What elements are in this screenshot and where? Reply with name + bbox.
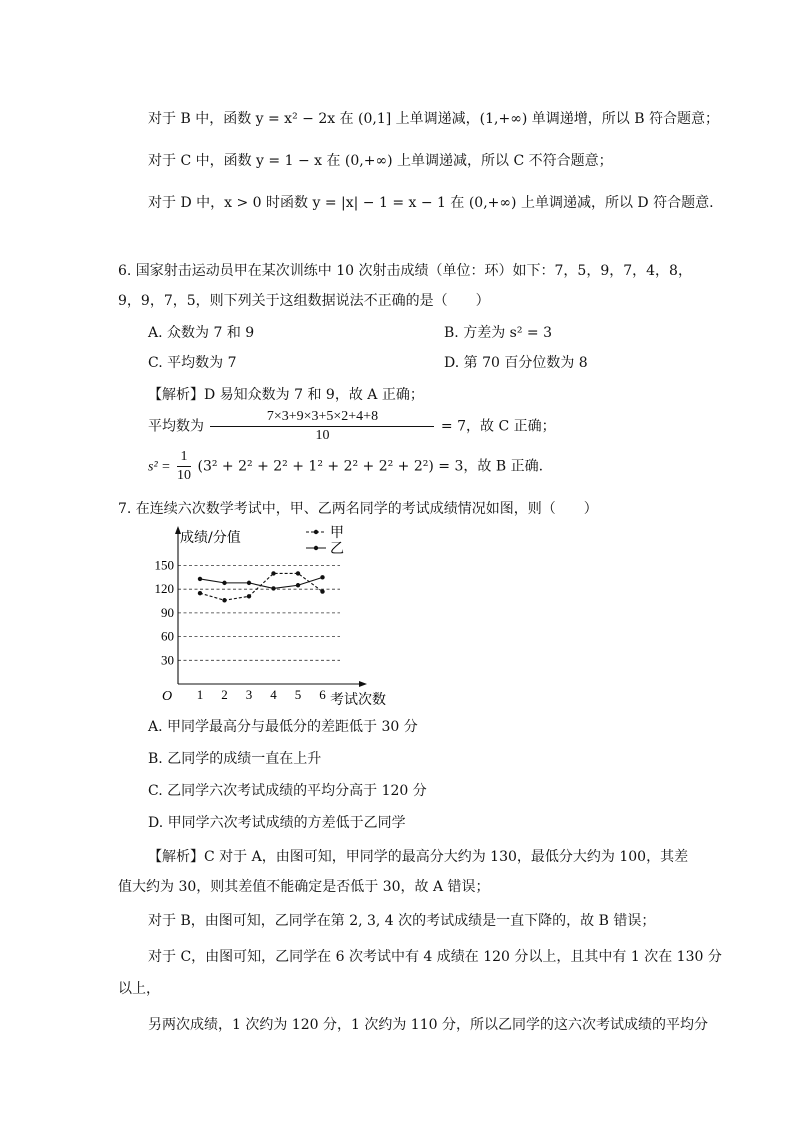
x-tick-label: 6 bbox=[319, 687, 326, 702]
origin-label: O bbox=[162, 689, 173, 704]
y-tick-label: 60 bbox=[161, 628, 174, 644]
variance-prefix: s² = bbox=[148, 459, 171, 475]
mean-fraction bbox=[210, 408, 434, 445]
question-6-solution-line1: 【解析】D 易知众数为 7 和 9，故 A 正确； bbox=[148, 387, 424, 403]
question-7-option-a: A. 甲同学最高分与最低分的差距低于 30 分 bbox=[148, 719, 418, 735]
y-tick-label: 30 bbox=[161, 652, 174, 668]
variance-denominator: 10 bbox=[177, 468, 192, 483]
variance-suffix: (3² + 2² + 2² + 1² + 2² + 2² + 2²) = 3，故 B 正确. bbox=[197, 458, 544, 475]
x-tick-label: 5 bbox=[294, 687, 302, 702]
c-case-line: 对于 C 中，函数 y = 1 − x 在 (0,+∞) 上单调递减，所以 C 不符合题意； bbox=[148, 153, 613, 169]
x-tick-label: 4 bbox=[270, 687, 277, 702]
legend-marker bbox=[314, 530, 318, 534]
variance-fraction bbox=[177, 448, 191, 485]
d-case-line: 对于 D 中，x > 0 时函数 y = |x| − 1 = x − 1 在 (0,+∞) 上单调递减，所以 D 符合题意. bbox=[148, 195, 714, 211]
question-6-variance-formula bbox=[148, 448, 543, 485]
y-tick-label: 120 bbox=[154, 581, 174, 597]
question-7-solution-line4: 对于 C，由图可知，乙同学在 6 次考试中有 4 成绩在 120 分以上，且其中有 1 次在 130 分 bbox=[148, 949, 722, 965]
y-tick-label: 150 bbox=[154, 557, 174, 573]
series-line-1 bbox=[200, 573, 323, 600]
question-6-stem-line1: 6. 国家射击运动员甲在某次训练中 10 次射击成绩（单位：环）如下：7，5，9，7，4，8， bbox=[118, 263, 692, 279]
data-point bbox=[198, 591, 202, 595]
mean-numerator: 7×3+9×3+5×2+4+8 bbox=[210, 408, 434, 427]
data-point bbox=[222, 598, 226, 602]
question-7-solution-line3: 对于 B，由图可知，乙同学在第 2, 3, 4 次的考试成绩是一直下降的，故 B 错误； bbox=[148, 913, 656, 929]
question-7-solution-line5: 以上， bbox=[118, 981, 160, 997]
question-7-option-c: C. 乙同学六次考试成绩的平均分高于 120 分 bbox=[148, 783, 427, 799]
question-6-option-c: C. 平均数为 7 bbox=[148, 355, 237, 371]
data-point bbox=[271, 586, 275, 590]
legend-label: 甲 bbox=[330, 525, 344, 541]
legend-marker bbox=[314, 546, 318, 550]
mean-prefix: 平均数为 bbox=[148, 418, 204, 435]
question-6-mean-formula bbox=[148, 408, 556, 445]
x-axis-label: 考试次数 bbox=[330, 692, 386, 708]
data-point bbox=[247, 581, 251, 585]
y-tick-label: 90 bbox=[161, 604, 174, 620]
question-6-option-d: D. 第 70 百分位数为 8 bbox=[444, 355, 588, 371]
question-7-option-b: B. 乙同学的成绩一直在上升 bbox=[148, 751, 322, 767]
x-tick-label: 2 bbox=[221, 687, 228, 702]
x-tick-label: 1 bbox=[196, 687, 204, 702]
x-tick-label: 3 bbox=[245, 687, 253, 702]
variance-numerator: 1 bbox=[177, 448, 191, 467]
data-point bbox=[296, 583, 300, 587]
question-6-stem-line2: 9，9，7，5，则下列关于这组数据说法不正确的是（ ） bbox=[118, 293, 490, 309]
score-line-chart bbox=[150, 522, 400, 712]
data-point bbox=[320, 575, 324, 579]
question-7-solution-line1: 【解析】C 对于 A，由图可知，甲同学的最高分大约为 130，最低分大约为 100，其差 bbox=[148, 849, 689, 865]
question-7-stem: 7. 在连续六次数学考试中，甲、乙两名同学的考试成绩情况如图，则（ ） bbox=[118, 501, 598, 517]
series-line-2 bbox=[200, 577, 323, 588]
data-point bbox=[320, 589, 324, 593]
question-7-solution-line2: 值大约为 30，则其差值不能确定是否低于 30，故 A 错误； bbox=[118, 879, 490, 895]
mean-denominator: 10 bbox=[315, 428, 330, 443]
data-point bbox=[247, 594, 251, 598]
b-case-line: 对于 B 中，函数 y = x² − 2x 在 (0,1] 上单调递减，(1,+∞) 单调递增，所以 B 符合题意； bbox=[148, 111, 719, 127]
question-7-option-d: D. 甲同学六次考试成绩的方差低于乙同学 bbox=[148, 815, 406, 831]
data-point bbox=[222, 581, 226, 585]
mean-suffix: = 7，故 C 正确； bbox=[440, 418, 556, 435]
question-6-option-b: B. 方差为 s² = 3 bbox=[444, 325, 552, 341]
y-axis-label: 成绩/分值 bbox=[180, 530, 241, 546]
question-6-option-a: A. 众数为 7 和 9 bbox=[148, 325, 255, 341]
data-point bbox=[271, 571, 275, 575]
question-7-solution-line6: 另两次成绩，1 次约为 120 分，1 次约为 110 分，所以乙同学的这六次考试成绩的平均分 bbox=[148, 1017, 708, 1033]
data-point bbox=[296, 571, 300, 575]
legend-label: 乙 bbox=[330, 541, 344, 557]
x-axis-arrow bbox=[359, 681, 367, 687]
data-point bbox=[198, 577, 202, 581]
